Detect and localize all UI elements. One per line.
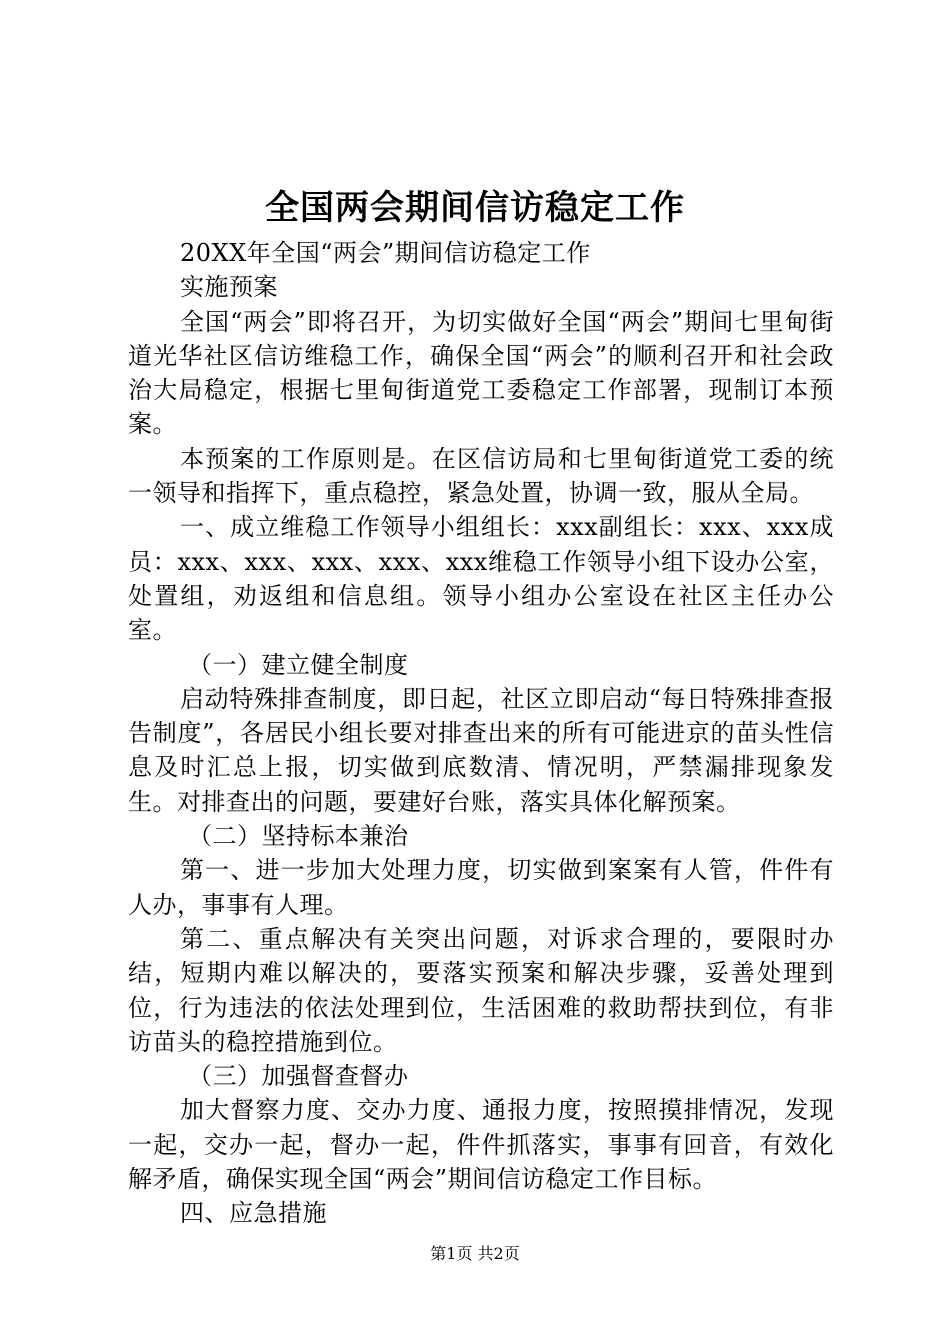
paragraph-heading-plan: 实施预案 [180,273,278,302]
document-title: 全国两会期间信访稳定工作 [265,188,685,228]
paragraph-heading-year: 20XX年全国“两会”期间信访稳定工作 [180,239,591,267]
paragraph-intro: 全国“两会”即将召开，为切实做好全国“两会”期间七里甸街道光华社区信访维稳工作，确保全国“两会”的顺利召开和社会政治大局稳定，根据七里甸街道党工委稳定工作部署，现制订本预案。 [128,307,834,439]
paragraph-subsection-two: （二）坚持标本兼治 [188,822,409,851]
paragraph-principle: 本预案的工作原则是。在区信访局和七里甸街道党工委的统一领导和指挥下，重点稳控，紧急处置，协调一致，服从全局。 [128,444,834,508]
paragraph-second-measure: 第二、重点解决有关突出问题，对诉求合理的，要限时办结，短期内难以解决的，要落实预案和解决步骤，妥善处理到位，行为违法的依法处理到位，生活困难的救助帮扶到位，有非访苗头的稳控措施到位。 [128,924,834,1056]
paragraph-subsection-one: （一）建立健全制度 [188,650,409,679]
paragraph-subsection-three: （三）加强督查督办 [188,1062,409,1091]
paragraph-first-measure: 第一、进一步加大处理力度，切实做到案案有人管，件件有人办，事事有人理。 [128,856,834,919]
paragraph-section-four: 四、应急措施 [180,1199,327,1228]
page-number-footer: 第1页 共2页 [430,1244,520,1263]
paragraph-section-one: 一、成立维稳工作领导小组组长：xxx副组长：xxx、xxx成员：xxx、xxx、xxx、xxx、xxx维稳工作领导小组下设办公室，处置组，劝返组和信息组。领导小组办公室设在社区主任办公室。 [128,513,834,645]
paragraph-investigation: 启动特殊排查制度，即日起，社区立即启动“每日特殊排查报告制度”，各居民小组长要对排查出来的所有可能进京的苗头性信息及时汇总上报，切实做到底数清、情况明，严禁漏排现象发生。对排查出的问题，要建好台账，落实具体化解预案。 [128,684,834,816]
document-body [128,236,834,1231]
paragraph-supervision: 加大督察力度、交办力度、通报力度，按照摸排情况，发现一起，交办一起，督办一起，件件抓落实，事事有回音，有效化解矛盾，确保实现全国“两会”期间信访稳定工作目标。 [128,1096,834,1194]
